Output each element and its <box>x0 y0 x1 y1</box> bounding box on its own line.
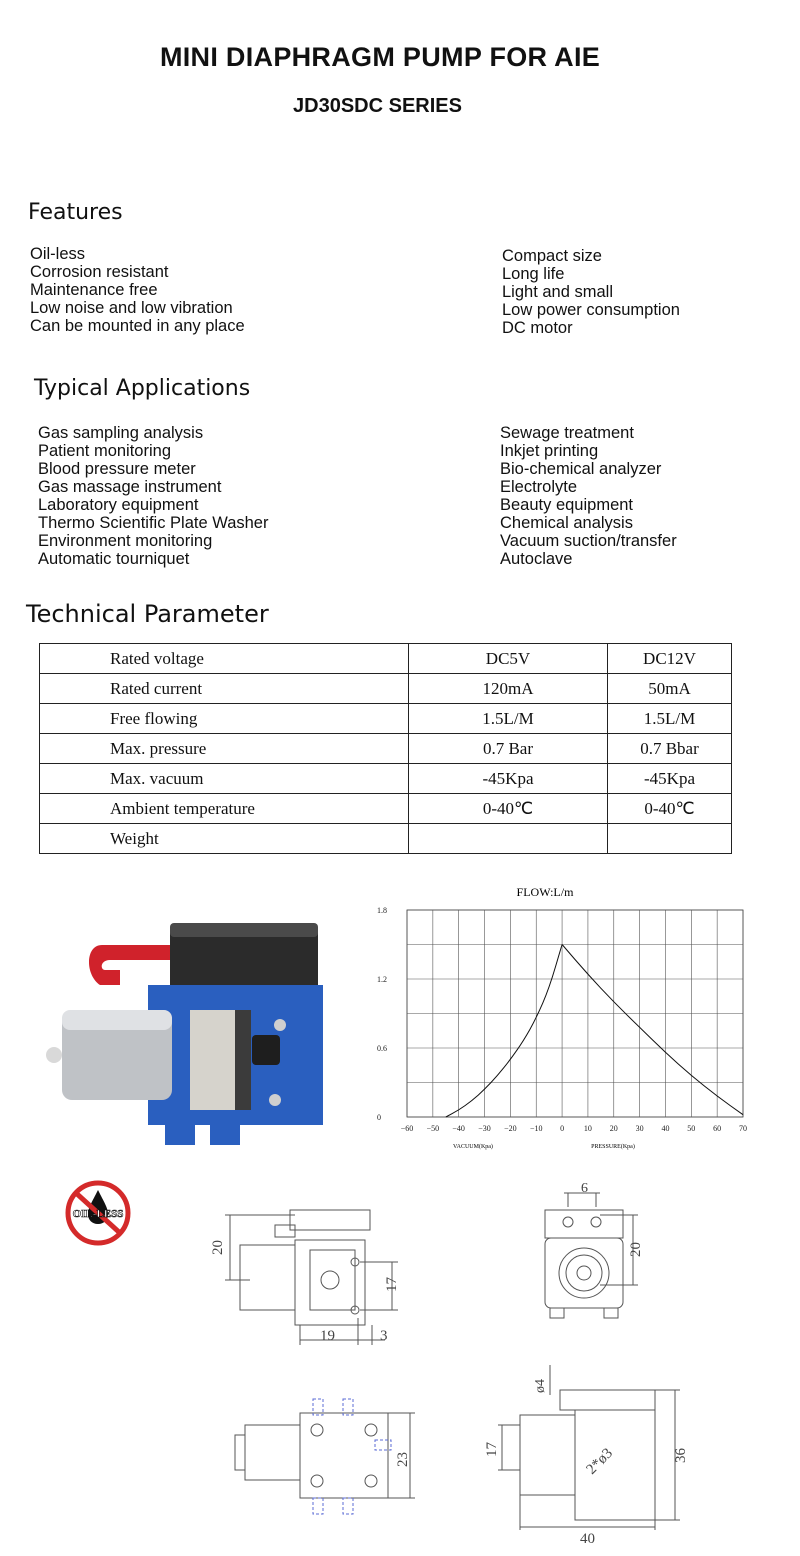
y-tick-label: 1.8 <box>377 906 387 915</box>
badge-text: OIL-LESS <box>72 1208 124 1220</box>
table-row <box>40 734 732 764</box>
pump-photo <box>40 915 340 1155</box>
list-item: Compact size <box>502 247 602 265</box>
table-cell <box>608 824 732 854</box>
x-tick-label: −60 <box>400 1124 414 1133</box>
dim-label: 23 <box>395 1452 411 1467</box>
table-row <box>40 644 732 674</box>
features-left-list <box>30 245 245 335</box>
table-cell: 120mA <box>409 674 608 704</box>
list-item: Beauty equipment <box>500 496 634 514</box>
table-row <box>40 704 732 734</box>
list-item: Bio-chemical analyzer <box>500 460 662 478</box>
table-cell: Ambient temperature <box>40 794 409 824</box>
technical-heading: Technical Parameter <box>26 600 269 628</box>
x-tick-label: 70 <box>739 1124 747 1133</box>
x-tick-label: −20 <box>504 1124 517 1133</box>
list-item: Chemical analysis <box>500 514 633 532</box>
applications-left-list <box>38 424 268 568</box>
list-item: Corrosion resistant <box>30 263 169 281</box>
table-cell: -45Kpa <box>409 764 608 794</box>
list-item: Long life <box>502 265 565 283</box>
table-cell: 0-40℃ <box>409 794 608 824</box>
table-row <box>40 764 732 794</box>
table-cell: 1.5L/M <box>409 704 608 734</box>
x-tick-label: 60 <box>713 1124 722 1133</box>
table-cell: Max. pressure <box>40 734 409 764</box>
x-tick-label: 40 <box>661 1124 670 1133</box>
chart-title: FLOW:L/m <box>516 885 574 899</box>
list-item: Automatic tourniquet <box>38 550 190 568</box>
list-item: Vacuum suction/transfer <box>500 532 677 550</box>
x-tick-label: −10 <box>529 1124 543 1133</box>
x-tick-label: 20 <box>609 1124 618 1133</box>
oil-less-badge <box>62 1180 134 1246</box>
x-tick-label: 10 <box>583 1124 592 1133</box>
list-item: Inkjet printing <box>500 442 599 460</box>
x-tick-label: 30 <box>635 1124 644 1133</box>
table-cell: Weight <box>40 824 409 854</box>
dim-label: 9 <box>581 1179 588 1194</box>
table-row <box>40 674 732 704</box>
list-item: Thermo Scientific Plate Washer <box>38 514 269 532</box>
dim-label: 20 <box>628 1242 644 1257</box>
table-cell: 0-40℃ <box>608 794 732 824</box>
list-item: Gas sampling analysis <box>38 424 204 442</box>
drawing-side-view <box>200 1200 420 1350</box>
list-item: Can be mounted in any place <box>30 317 245 335</box>
table-cell: Max. vacuum <box>40 764 409 794</box>
list-item: Sewage treatment <box>500 424 634 442</box>
table-cell: 0.7 Bar <box>409 734 608 764</box>
chart-grid <box>407 910 743 1117</box>
flow-curve <box>562 945 743 1115</box>
table-cell: Free flowing <box>40 704 409 734</box>
dim-label: 19 <box>320 1328 335 1344</box>
flow-chart <box>355 880 755 1155</box>
page-title: MINI DIAPHRAGM PUMP FOR AIE <box>159 42 601 72</box>
table-cell: 0.7 Bbar <box>608 734 732 764</box>
x-tick-label: 0 <box>560 1124 565 1133</box>
technical-parameter-table <box>39 643 732 854</box>
drawing-iso-view <box>480 1355 695 1550</box>
list-item: DC motor <box>502 319 573 337</box>
list-item: Laboratory equipment <box>38 496 199 514</box>
flow-curve <box>446 945 562 1118</box>
applications-right-list <box>500 424 677 568</box>
table-cell: Rated voltage <box>40 644 409 674</box>
table-cell: Rated current <box>40 674 409 704</box>
list-item: Blood pressure meter <box>38 460 196 478</box>
drawing-bottom-view <box>225 1395 425 1525</box>
red-tube <box>89 945 180 985</box>
list-item: Low power consumption <box>502 301 680 319</box>
dim-label: 17 <box>484 1442 500 1457</box>
dim-label: 17 <box>384 1277 400 1292</box>
list-item: Maintenance free <box>30 281 158 299</box>
table-cell: -45Kpa <box>608 764 732 794</box>
y-tick-label: 0.6 <box>377 1044 387 1053</box>
list-item: Environment monitoring <box>38 532 213 550</box>
list-item: Electrolyte <box>500 478 578 496</box>
list-item: Low noise and low vibration <box>30 299 233 317</box>
dim-label: 40 <box>580 1531 595 1547</box>
x-axis-label-vacuum: VACUUM(Kpa) <box>453 1144 493 1150</box>
x-tick-label: 50 <box>687 1124 696 1133</box>
table-cell: 50mA <box>608 674 732 704</box>
list-item: Patient monitoring <box>38 442 171 460</box>
chart-series <box>446 945 743 1118</box>
x-tick-label: −30 <box>478 1124 491 1133</box>
table-row <box>40 794 732 824</box>
table-row <box>40 824 732 854</box>
table-cell: DC12V <box>608 644 732 674</box>
table-cell: 1.5L/M <box>608 704 732 734</box>
x-tick-label: −50 <box>426 1124 440 1133</box>
list-item: Gas massage instrument <box>38 478 222 496</box>
dim-label: 36 <box>673 1448 689 1463</box>
dim-label: ø4 <box>533 1379 548 1393</box>
dim-label: 3 <box>380 1328 388 1344</box>
dim-label: 20 <box>210 1240 226 1255</box>
y-tick-label: 0 <box>377 1113 381 1122</box>
y-tick-label: 1.2 <box>377 975 387 984</box>
applications-heading: Typical Applications <box>34 376 251 401</box>
list-item: Autoclave <box>500 550 573 568</box>
x-tick-label: −40 <box>452 1124 465 1133</box>
table-cell: DC5V <box>409 644 608 674</box>
x-axis-label-pressure: PRESSURE(Kpa) <box>591 1144 635 1150</box>
features-heading: Features <box>28 200 123 225</box>
drawing-front-view <box>530 1175 650 1330</box>
features-right-list <box>502 247 680 337</box>
table-cell <box>409 824 608 854</box>
list-item: Oil-less <box>30 245 86 263</box>
list-item: Light and small <box>502 283 613 301</box>
dim-label: 2*ø3 <box>583 1445 617 1478</box>
series-subtitle: JD30SDC SERIES <box>293 95 462 117</box>
